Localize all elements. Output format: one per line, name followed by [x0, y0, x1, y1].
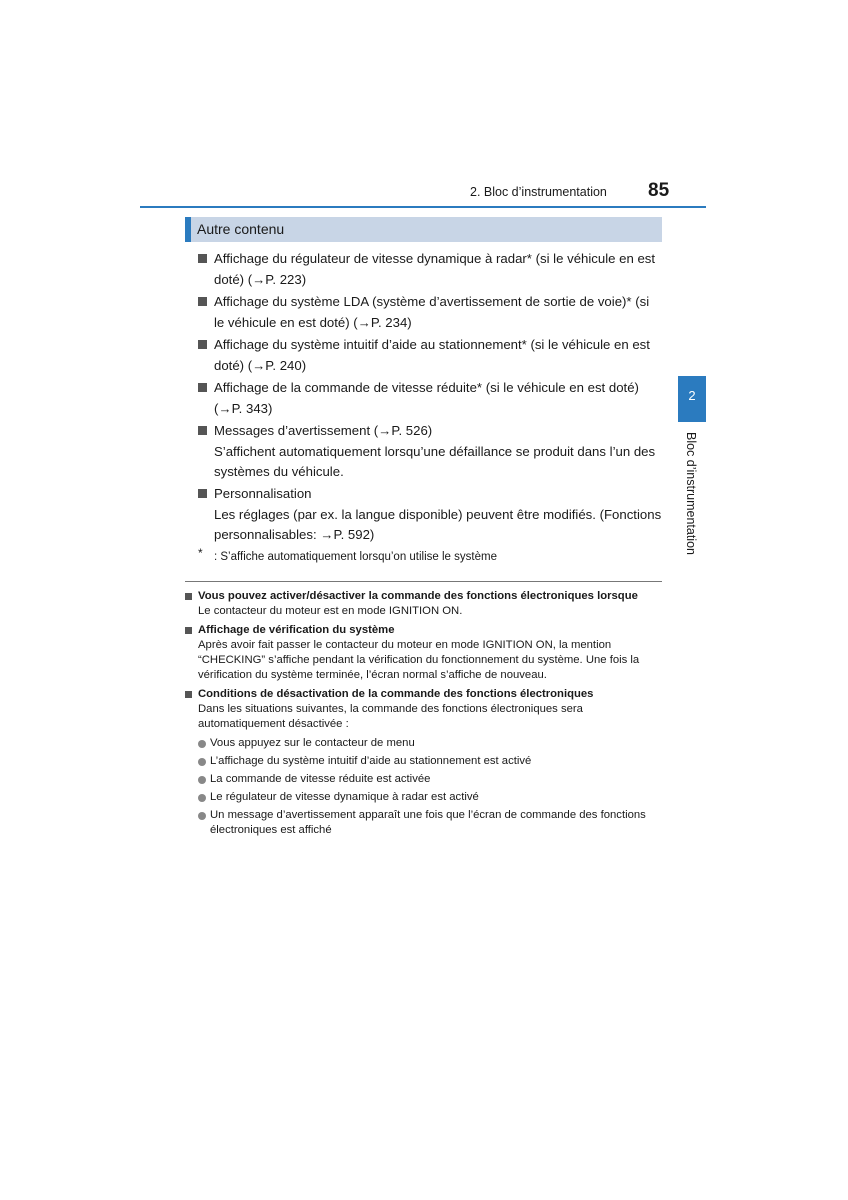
square-bullet-icon [185, 593, 192, 600]
page-number: 85 [648, 180, 670, 201]
bullet-item [185, 754, 665, 769]
note-text: Le contacteur du moteur est en mode IGNITION ON. [198, 605, 463, 617]
bullet-item [185, 808, 665, 838]
bullet-text: L’affichage du système intuitif d’aide au stationnement est activé [210, 755, 532, 767]
square-bullet-icon [198, 426, 207, 435]
bullet-item [185, 772, 665, 787]
list-item-description: S’affichent automatiquement lorsqu’une défaillance se produit dans l’un des systèmes du véhicule. [214, 444, 656, 479]
notes-section [185, 589, 665, 838]
chapter-tab-number: 2 [688, 388, 696, 403]
round-bullet-icon [198, 812, 206, 820]
footnote [197, 548, 662, 566]
bullet-item [185, 790, 665, 805]
note-heading [185, 623, 665, 638]
square-bullet-icon [198, 489, 207, 498]
list-item [197, 377, 662, 419]
section-title-bar [185, 217, 662, 242]
round-bullet-icon [198, 740, 206, 748]
note-text: Après avoir fait passer le contacteur du moteur en mode IGNITION ON, la mention “CHECKING” s’affiche pendant la vérification du fonctionnement du système. Une fois la vérification du système terminée, l’écran normal s’affiche de nouveau. [198, 639, 640, 681]
square-bullet-icon [185, 627, 192, 634]
list-item-text: Affichage du système intuitif d’aide au stationnement* (si le véhicule en est doté) (→P. 240) [214, 337, 650, 373]
section-title-accent [185, 217, 191, 242]
list-item-text: Affichage du régulateur de vitesse dynamique à radar* (si le véhicule en est doté) (→P. 223) [214, 251, 656, 287]
footnote-star: * [198, 546, 203, 560]
square-bullet-icon [185, 691, 192, 698]
square-bullet-icon [198, 297, 207, 306]
note-heading [185, 589, 665, 604]
list-item-description: Les réglages (par ex. la langue disponible) peuvent être modifiés. (Fonctions personnalisables: →P. 592) [214, 507, 662, 542]
list-item [197, 420, 662, 441]
list-item-text: Personnalisation [214, 486, 312, 501]
list-item [197, 334, 662, 376]
list-item-text: Messages d’avertissement (→P. 526) [214, 423, 433, 438]
list-item [197, 291, 662, 333]
square-bullet-icon [198, 383, 207, 392]
list-item [197, 248, 662, 290]
bullet-text: Vous appuyez sur le contacteur de menu [210, 737, 415, 749]
section-title: Autre contenu [197, 221, 285, 237]
note-heading-text: Vous pouvez activer/désactiver la commande des fonctions électroniques lorsque [198, 590, 638, 602]
square-bullet-icon [198, 254, 207, 263]
round-bullet-icon [198, 758, 206, 766]
bullet-text: Un message d’avertissement apparaît une fois que l’écran de commande des fonctions électroniques est affiché [210, 809, 646, 836]
footnote-text: : S’affiche automatiquement lorsqu’on utilise le système [214, 551, 497, 563]
bullet-text: Le régulateur de vitesse dynamique à radar est activé [210, 791, 479, 803]
list-item [197, 483, 662, 504]
note-heading-text: Conditions de désactivation de la commande des fonctions électroniques [198, 688, 594, 700]
chapter-tab-label: Bloc d’instrumentation [684, 432, 698, 555]
divider [185, 581, 662, 582]
header-section-title: 2. Bloc d’instrumentation [470, 185, 607, 199]
chapter-tab [678, 376, 706, 422]
list-item-text: Affichage de la commande de vitesse réduite* (si le véhicule en est doté) (→P. 343) [214, 380, 639, 416]
bullet-text: La commande de vitesse réduite est activée [210, 773, 431, 785]
round-bullet-icon [198, 776, 206, 784]
square-bullet-icon [198, 340, 207, 349]
list-item-text: Affichage du système LDA (système d’avertissement de sortie de voie)* (si le véhicule en est doté) (→P. 234) [214, 294, 650, 330]
note-heading [185, 687, 665, 702]
content-list [197, 248, 662, 566]
note-heading-text: Affichage de vérification du système [198, 624, 395, 636]
bullet-item [185, 736, 665, 751]
note-text: Dans les situations suivantes, la commande des fonctions électroniques sera automatiquement désactivée : [198, 703, 583, 730]
header-rule [140, 206, 706, 208]
round-bullet-icon [198, 794, 206, 802]
